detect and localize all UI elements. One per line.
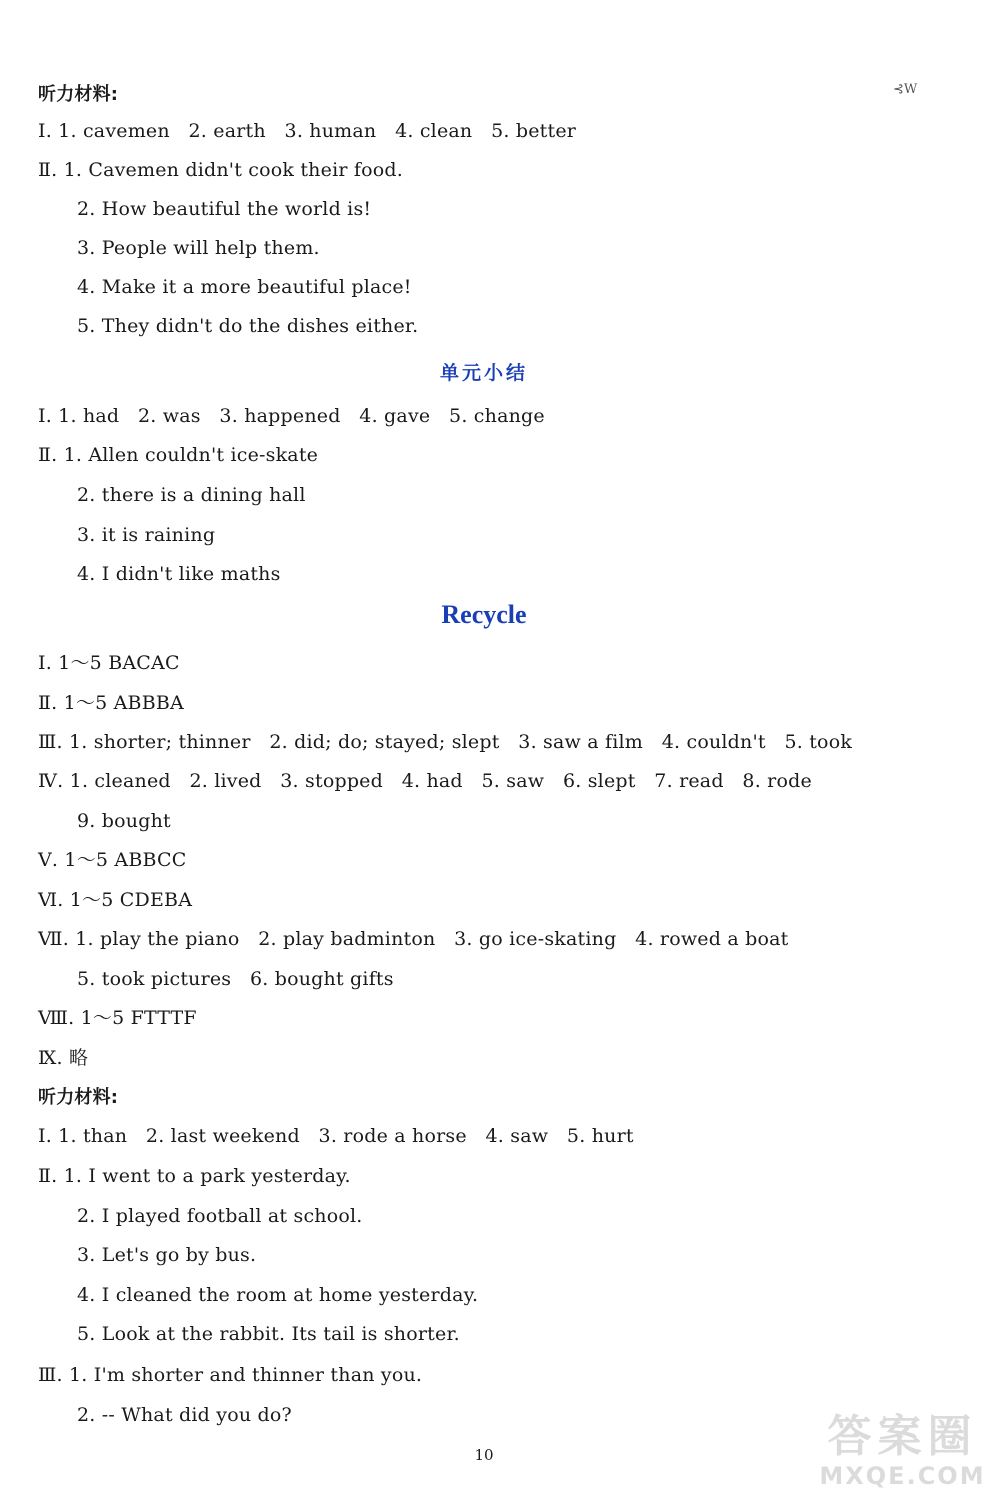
answer-line: Ⅲ. 1. I'm shorter and thinner than you. bbox=[38, 1364, 423, 1386]
answer-line: Ⅱ. 1. I went to a park yesterday. bbox=[38, 1165, 351, 1187]
answer-line: 4. I didn't like maths bbox=[77, 563, 281, 585]
answer-line: 3. it is raining bbox=[77, 524, 216, 546]
answer-line: 2. I played football at school. bbox=[77, 1205, 363, 1227]
answer-line: Ⅰ. 1. had 2. was 3. happened 4. gave 5. change bbox=[38, 405, 545, 427]
answer-line: Ⅲ. 1. shorter; thinner 2. did; do; stayed; slept 3. saw a film 4. couldn't 5. took bbox=[38, 731, 853, 753]
answer-line: Ⅰ. 1. cavemen 2. earth 3. human 4. clean 5. better bbox=[38, 120, 577, 142]
answer-line: 3. Let's go by bus. bbox=[77, 1244, 257, 1266]
corner-mark: ⊰W bbox=[893, 82, 918, 97]
answer-line: Ⅱ. 1. Allen couldn't ice-skate bbox=[38, 444, 319, 466]
answer-line: Ⅰ. 1. than 2. last weekend 3. rode a horse 4. saw 5. hurt bbox=[38, 1125, 634, 1147]
answer-line: 2. there is a dining hall bbox=[77, 484, 306, 506]
section-title: 单元小结 bbox=[439, 362, 528, 384]
answer-line: 2. -- What did you do? bbox=[77, 1404, 292, 1426]
answer-line: Ⅳ. 1. cleaned 2. lived 3. stopped 4. had 5. saw 6. slept 7. read 8. rode bbox=[38, 770, 812, 792]
answer-line: 5. Look at the rabbit. Its tail is shorter. bbox=[77, 1323, 460, 1345]
answer-line: Ⅱ. 1. Cavemen didn't cook their food. bbox=[38, 159, 403, 181]
answer-line: Ⅱ. 1～5 ABBBA bbox=[38, 692, 184, 714]
answer-line: 4. Make it a more beautiful place! bbox=[77, 276, 412, 298]
answer-line: Ⅸ. 略 bbox=[38, 1047, 89, 1069]
answer-line: Ⅵ. 1～5 CDEBA bbox=[38, 889, 193, 911]
answer-line: Ⅷ. 1～5 FTTTF bbox=[38, 1007, 197, 1029]
watermark-logo bbox=[815, 1411, 990, 1496]
answer-line: 9. bought bbox=[77, 810, 171, 832]
answer-line: Ⅰ. 1～5 BACAC bbox=[38, 652, 180, 674]
page-number: 10 bbox=[474, 1446, 494, 1464]
watermark-text: 答案圈 bbox=[827, 1411, 978, 1462]
answer-line: 5. took pictures 6. bought gifts bbox=[77, 968, 394, 990]
answer-line: 4. I cleaned the room at home yesterday. bbox=[77, 1284, 479, 1306]
listening-header: 听力材料: bbox=[38, 84, 119, 105]
answer-line: 2. How beautiful the world is! bbox=[77, 198, 372, 220]
answer-line: 3. People will help them. bbox=[77, 237, 320, 259]
listening-header: 听力材料: bbox=[38, 1087, 119, 1108]
answer-line: 5. They didn't do the dishes either. bbox=[77, 315, 419, 337]
answer-line: Ⅶ. 1. play the piano 2. play badminton 3. go ice-skating 4. rowed a boat bbox=[38, 928, 789, 950]
section-title: Recycle bbox=[441, 600, 527, 629]
watermark-url: MXQE.COM bbox=[819, 1462, 986, 1490]
answer-line: Ⅴ. 1～5 ABBCC bbox=[38, 849, 187, 871]
